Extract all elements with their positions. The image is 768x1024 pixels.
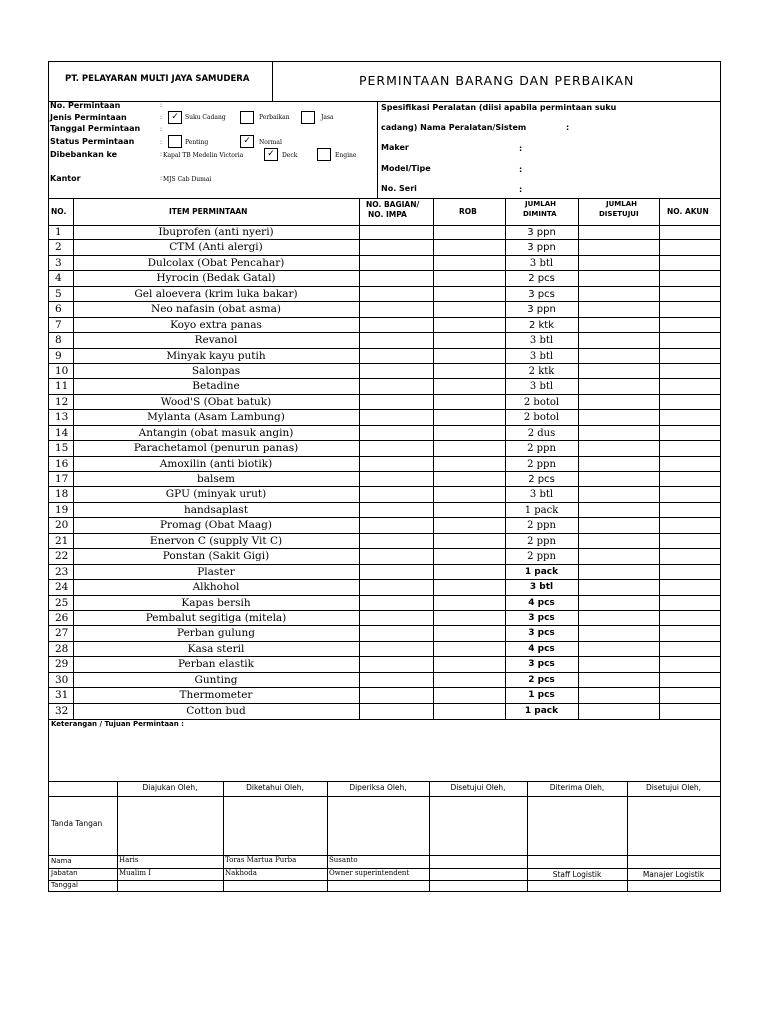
name-diajukan: Haris — [119, 856, 139, 864]
row-item: Amoxilin (anti biotik) — [159, 457, 273, 470]
row-item: Enervon C (supply Vit C) — [149, 534, 283, 547]
row-item: Salonpas — [191, 364, 241, 377]
row-no: 25 — [55, 596, 69, 609]
row-qty: 3 btl — [529, 489, 554, 501]
row-qty: 2 ktk — [528, 319, 555, 331]
colon: : — [519, 144, 523, 153]
col-disetujui-2: DISETUJUI — [599, 210, 639, 218]
penting-checkbox[interactable] — [168, 135, 182, 148]
row-qty: 3 btl — [529, 257, 554, 269]
row-qty: 2 ppn — [527, 535, 556, 547]
request-form — [48, 61, 721, 892]
col-no: NO. — [51, 207, 67, 216]
row-qty: 2 ppn — [527, 520, 556, 532]
table-row — [49, 565, 720, 580]
row-item: Mylanta (Asam Lambung) — [147, 411, 285, 424]
table-header — [49, 198, 720, 225]
row-item: Parachetamol (penurun panas) — [133, 442, 299, 455]
row-qty: 4 pcs — [528, 643, 555, 654]
table-row — [49, 271, 720, 286]
row-no: 27 — [55, 627, 69, 640]
row-qty: 2 ppn — [527, 443, 556, 455]
row-item: Pembalut segitiga (mitela) — [145, 611, 287, 624]
row-qty: 2 botol — [523, 396, 560, 408]
row-qty: 3 btl — [529, 350, 554, 362]
row-item: Perban elastik — [177, 658, 255, 671]
jasa-checkbox[interactable] — [301, 111, 315, 124]
row-item: Cotton bud — [186, 704, 246, 717]
col-akun: NO. AKUN — [667, 207, 709, 216]
table-row — [49, 596, 720, 611]
sig-header-2: Diketahui Oleh, — [246, 783, 304, 792]
position-diterima: Staff Logistik — [552, 870, 602, 879]
row-item: Kapas bersih — [181, 596, 251, 609]
row-item: Perban gulung — [177, 627, 255, 640]
row-qty: 3 pcs — [528, 628, 555, 639]
row-qty: 2 dus — [527, 427, 556, 439]
deck-label: Deck — [282, 152, 298, 159]
row-no: 31 — [55, 689, 69, 702]
colon: : — [566, 123, 570, 132]
spec-line-1: Spesifikasi Peralatan (diisi apabila permintaan suku — [381, 103, 617, 112]
row-no: 32 — [55, 704, 69, 717]
table-row — [49, 688, 720, 703]
normal-checkbox[interactable]: ✓ — [240, 135, 254, 148]
row-no: 17 — [55, 473, 69, 485]
row-item: Kasa steril — [187, 642, 245, 655]
row-qty: 1 pack — [524, 566, 559, 577]
dibebankan-ke-label: Dibebankan ke — [50, 150, 118, 159]
row-no: 10 — [55, 364, 69, 377]
kantor-label: Kantor — [50, 174, 81, 183]
tanda-tangan-label: Tanda Tangan — [51, 819, 103, 828]
row-qty: 3 btl — [529, 381, 554, 393]
row-no: 9 — [55, 349, 62, 362]
table-row — [49, 549, 720, 564]
spec-line-2: cadang) Nama Peralatan/Sistem — [381, 123, 527, 132]
row-no: 24 — [55, 581, 69, 594]
position-diajukan: Mualim I — [119, 869, 151, 877]
tanggal-permintaan-label: Tanggal Permintaan — [50, 124, 141, 133]
row-item: Gunting — [194, 673, 238, 686]
colon: : — [160, 114, 163, 121]
no-seri-label: No. Seri — [381, 184, 417, 193]
position-diketahui: Nakhoda — [225, 869, 257, 877]
row-no: 12 — [55, 395, 69, 408]
row-no: 11 — [55, 380, 69, 393]
row-no: 1 — [55, 226, 62, 238]
row-qty: 1 pack — [524, 504, 559, 516]
row-no: 23 — [55, 565, 69, 578]
table-row — [49, 626, 720, 641]
engine-label: Engine — [335, 152, 357, 159]
form-title: PERMINTAAN BARANG DAN PERBAIKAN — [359, 73, 635, 88]
col-diminta-1: JUMLAH — [525, 200, 556, 208]
sig-header-3: Diperiksa Oleh, — [349, 783, 407, 792]
row-no: 3 — [55, 256, 62, 269]
row-qty: 2 pcs — [528, 474, 555, 485]
engine-checkbox[interactable] — [317, 148, 331, 161]
row-item: Gel aloevera (krim luka bakar) — [134, 287, 298, 300]
tanggal-label: Tanggal — [51, 881, 78, 889]
row-qty: 1 pcs — [528, 690, 555, 701]
row-no: 4 — [55, 272, 62, 285]
col-diminta-2: DIMINTA — [523, 210, 557, 218]
row-item: balsem — [197, 473, 235, 485]
dibebankan-value: Kapal TB Medelin Victoria — [163, 152, 244, 159]
company-name: PT. PELAYARAN MULTI JAYA SAMUDERA — [65, 74, 250, 84]
maker-label: Maker — [381, 143, 409, 152]
col-disetujui-1: JUMLAH — [606, 200, 637, 208]
deck-checkbox[interactable]: ✓ — [264, 148, 278, 161]
row-item: Hyrocin (Bedak Gatal) — [156, 272, 276, 285]
row-no: 20 — [55, 519, 69, 532]
colon: : — [160, 175, 163, 182]
table-row — [49, 472, 720, 487]
item-rows — [49, 225, 720, 719]
table-row — [49, 364, 720, 379]
normal-label: Normal — [259, 139, 282, 146]
row-qty: 2 ppn — [527, 458, 556, 470]
row-qty: 3 pcs — [528, 288, 555, 300]
table-row — [49, 611, 720, 626]
table-row — [49, 302, 720, 317]
sig-header-4: Disetujui Oleh, — [450, 783, 506, 792]
row-item: Alkhohol — [192, 581, 240, 594]
keterangan-label: Keterangan / Tujuan Permintaan : — [51, 720, 184, 728]
penting-label: Penting — [185, 139, 209, 146]
no-permintaan-label: No. Permintaan — [50, 101, 121, 110]
model-label: Model/Tipe — [381, 164, 431, 173]
row-no: 26 — [55, 611, 69, 624]
position-diperiksa: Owner superintendent — [329, 869, 410, 877]
table-row — [49, 580, 720, 595]
row-no: 5 — [55, 287, 62, 300]
jenis-permintaan-label: Jenis Permintaan — [50, 113, 127, 122]
table-row — [49, 256, 720, 271]
kantor-value: MJS Cab Dumai — [163, 176, 212, 183]
colon: : — [519, 185, 523, 194]
row-item: CTM (Anti alergi) — [169, 241, 263, 254]
table-row — [49, 534, 720, 549]
sig-header-6: Disetujui Oleh, — [645, 783, 702, 792]
row-qty: 2 ktk — [528, 365, 555, 377]
table-row — [49, 518, 720, 533]
colon: : — [160, 139, 163, 146]
row-no: 19 — [55, 503, 69, 516]
colon: : — [160, 126, 163, 133]
row-no: 30 — [55, 673, 69, 686]
row-item: Ponstan (Sakit Gigi) — [162, 550, 270, 563]
table-row — [49, 240, 720, 255]
row-qty: 3 btl — [529, 335, 554, 347]
row-item: Ibuprofen (anti nyeri) — [158, 226, 274, 238]
row-qty: 2 pcs — [528, 674, 555, 685]
row-no: 13 — [55, 411, 69, 424]
table-row — [49, 318, 720, 333]
row-item: Minyak kayu putih — [166, 349, 266, 362]
nama-label: Nama — [51, 857, 72, 865]
row-no: 28 — [55, 642, 69, 655]
col-rob: ROB — [459, 207, 477, 216]
table-row — [49, 395, 720, 410]
table-row — [49, 287, 720, 302]
row-qty: 3 btl — [529, 582, 554, 593]
suku-cadang-checkbox[interactable]: ✓ — [168, 111, 182, 124]
row-no: 22 — [55, 550, 69, 563]
table-row — [49, 441, 720, 456]
table-row — [49, 487, 720, 502]
col-bagian-2: NO. IMPA — [368, 210, 407, 219]
colon: : — [160, 102, 163, 109]
row-item: Wood'S (Obat batuk) — [160, 395, 272, 408]
row-qty: 2 botol — [523, 412, 560, 424]
jabatan-label: Jabatan — [51, 869, 78, 877]
sig-header-1: Diajukan Oleh, — [142, 783, 198, 792]
name-diperiksa: Susanto — [329, 856, 358, 864]
colon: : — [519, 165, 523, 174]
table-row — [49, 457, 720, 472]
suku-cadang-label: Suku Cadang — [185, 114, 226, 121]
row-qty: 3 pcs — [528, 659, 555, 670]
row-no: 18 — [55, 488, 69, 501]
row-item: Betadine — [192, 380, 240, 393]
row-no: 29 — [55, 658, 69, 671]
table-row — [49, 642, 720, 657]
table-row — [49, 349, 720, 364]
row-no: 6 — [55, 303, 62, 316]
row-item: GPU (minyak urut) — [165, 488, 267, 501]
row-qty: 2 ppn — [527, 551, 556, 563]
table-row — [49, 657, 720, 672]
table-row — [49, 410, 720, 425]
table-row — [49, 333, 720, 348]
jasa-label: Jasa — [321, 114, 334, 121]
row-qty: 1 pack — [524, 705, 559, 716]
row-item: handsaplast — [183, 503, 249, 516]
col-item: ITEM PERMINTAAN — [169, 207, 248, 216]
row-no: 7 — [55, 318, 62, 331]
row-item: Dulcolax (Obat Pencahar) — [147, 256, 285, 269]
status-permintaan-label: Status Permintaan — [50, 137, 135, 146]
table-row — [49, 426, 720, 441]
row-no: 21 — [55, 534, 69, 547]
position-disetujui: Manajer Logistik — [642, 870, 705, 879]
row-item: Promag (Obat Maag) — [159, 519, 272, 532]
name-diketahui: Toras Martua Purba — [225, 856, 297, 864]
row-item: Thermometer — [179, 689, 253, 702]
table-row — [49, 379, 720, 394]
row-qty: 2 pcs — [528, 273, 555, 285]
row-item: Antangin (obat masuk angin) — [138, 426, 294, 439]
perbaikan-checkbox[interactable] — [240, 111, 254, 124]
row-item: Plaster — [197, 565, 235, 578]
row-no: 15 — [55, 442, 69, 455]
row-item: Koyo extra panas — [170, 318, 262, 331]
table-row — [49, 503, 720, 518]
row-no: 16 — [55, 457, 69, 470]
table-row — [49, 673, 720, 688]
perbaikan-label: Perbaikan — [259, 114, 290, 121]
row-no: 2 — [55, 241, 62, 254]
row-item: Neo nafasin (obat asma) — [151, 303, 281, 316]
row-no: 8 — [55, 334, 62, 347]
row-item: Revanol — [194, 334, 238, 347]
row-no: 14 — [55, 426, 69, 439]
row-qty: 3 pcs — [528, 612, 555, 623]
row-qty: 3 ppn — [527, 242, 556, 254]
row-qty: 3 ppn — [527, 304, 556, 316]
row-qty: 4 pcs — [528, 597, 555, 608]
sig-header-5: Diterima Oleh, — [549, 783, 605, 792]
colon: : — [160, 151, 163, 158]
table-row — [49, 704, 720, 719]
col-bagian-1: NO. BAGIAN/ — [366, 200, 420, 209]
table-row — [49, 225, 720, 240]
row-qty: 3 ppn — [527, 227, 556, 238]
